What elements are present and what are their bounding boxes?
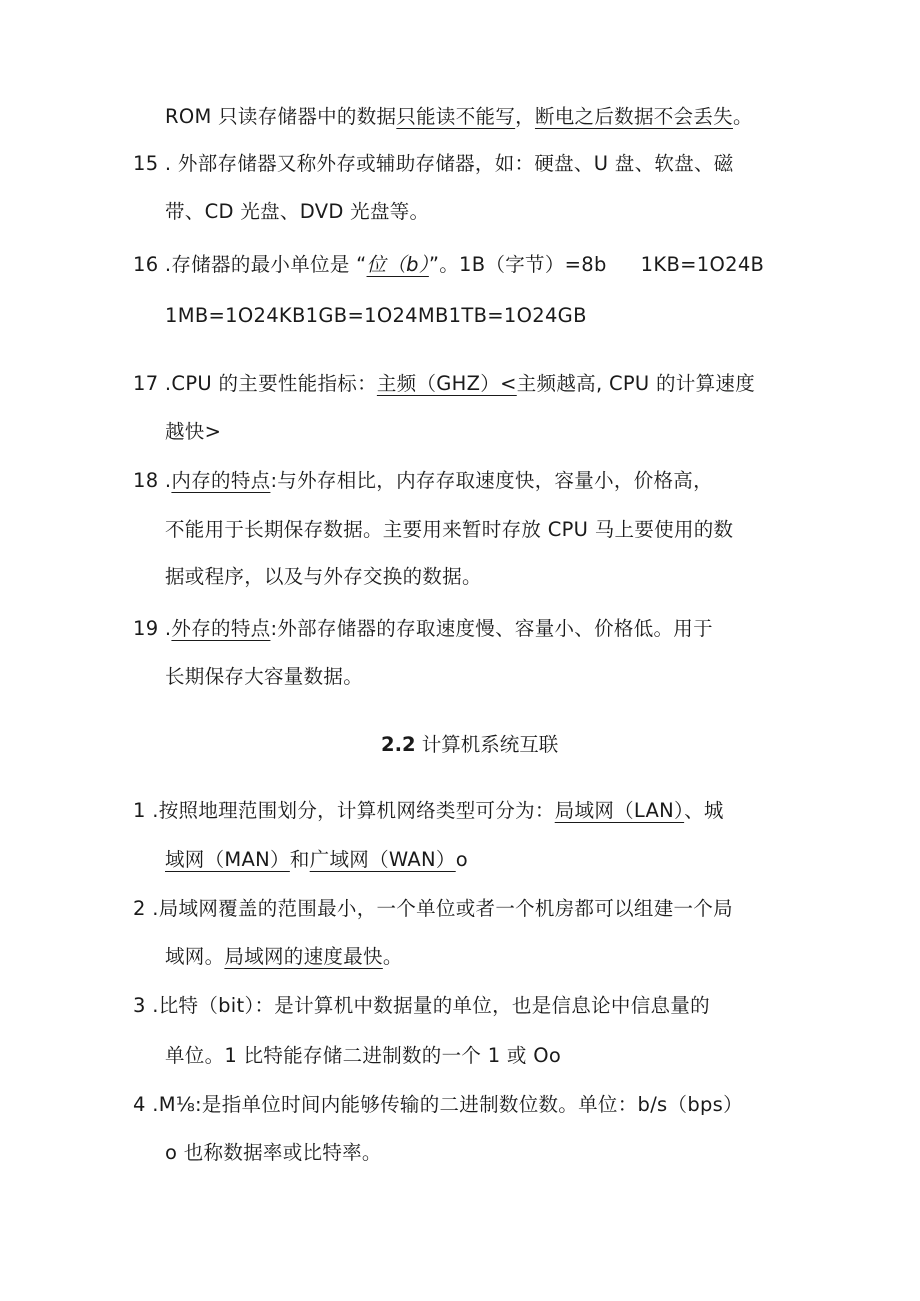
- item-19-line-2: [165, 663, 363, 691]
- section-number: 2.2: [381, 733, 416, 756]
- item-number: 15: [133, 152, 159, 175]
- item-text: .CPU 的主要性能指标：: [158, 372, 377, 395]
- item-text: 带、CD 光盘、DVD 光盘等。: [165, 200, 430, 223]
- rom-text: ROM 只读存储器中的数据: [165, 105, 397, 128]
- item-text: :与外存相比，内存存取速度快，容量小，价格高，: [270, 469, 713, 492]
- item-text: .局域网覆盖的范围最小，一个单位或者一个机房都可以组建一个局: [145, 897, 733, 920]
- item-text: 1MB=1O24KB1GB=1O24MB1TB=1O24GB: [165, 304, 587, 327]
- section-title: 计算机系统互联: [415, 733, 559, 756]
- item-text: 越快>: [165, 420, 222, 443]
- section-heading: [381, 731, 558, 759]
- item-text: :外部存储器的存取速度慢、容量小、价格低。用于: [270, 617, 713, 640]
- item-1-line-1: [133, 797, 724, 825]
- item-text: 主频越高, CPU 的计算速度: [516, 372, 755, 395]
- clock-speed-underlined: 主频（GHZ）<: [376, 372, 517, 395]
- item-dot: .: [158, 617, 172, 640]
- item-17-line-2: [165, 418, 221, 446]
- item-text: 域网。: [165, 945, 225, 968]
- item-number: 4: [133, 1093, 146, 1116]
- item-3-line-1: [133, 992, 710, 1020]
- item-2-line-2: [165, 943, 403, 971]
- item-19-line-1: [133, 615, 713, 643]
- item-number: 1: [133, 799, 146, 822]
- item-number: 17: [133, 372, 159, 395]
- item-text: .M⅛:是指单位时间内能够传输的二进制数位数。单位：b/s（bps）: [145, 1093, 743, 1116]
- item-15-line-1: [133, 150, 734, 178]
- item-dot: .: [158, 469, 172, 492]
- item-15-line-2: [165, 198, 429, 226]
- rom-period: 。: [732, 105, 753, 128]
- item-text: o: [455, 848, 468, 871]
- item-number: 3: [133, 994, 146, 1017]
- item-number: 18: [133, 469, 159, 492]
- item-number: 16: [133, 253, 159, 276]
- item-text: 不能用于长期保存数据。主要用来暂时存放 CPU 马上要使用的数: [165, 518, 734, 541]
- item-text: .按照地理范围划分，计算机网络类型可分为：: [145, 799, 555, 822]
- item-16-line-2: [165, 302, 587, 330]
- item-text: 据或程序，以及与外存交换的数据。: [165, 565, 482, 588]
- item-16-line-1: [133, 251, 764, 279]
- item-text: 长期保存大容量数据。: [165, 665, 364, 688]
- item-text: . 外部存储器又称外存或辅助存储器，如：硬盘、U 盘、软盘、磁: [158, 152, 734, 175]
- lan-fastest-underlined: 局域网的速度最快: [224, 945, 383, 968]
- rom-no-loss-underlined: 断电之后数据不会丢失: [534, 105, 733, 128]
- rom-comma: ，: [515, 105, 535, 128]
- item-text: 、城: [684, 799, 724, 822]
- item-number: 2: [133, 897, 146, 920]
- item-text: 和: [289, 848, 310, 871]
- item-text: o 也称数据率或比特率。: [165, 1141, 382, 1164]
- item-text: 1KB=1O24B: [640, 253, 765, 276]
- item-text: 。: [382, 945, 403, 968]
- bit-unit-underlined: 位（b）: [366, 253, 429, 276]
- item-4-line-1: [133, 1091, 743, 1119]
- item-number: 19: [133, 617, 159, 640]
- item-text: 单位。1 比特能存储二进制数的一个 1 或 Oo: [165, 1044, 562, 1067]
- lan-underlined: 局域网（LAN）: [554, 799, 685, 822]
- item-text: .比特（bit）：是计算机中数据量的单位，也是信息论中信息量的: [145, 994, 710, 1017]
- item-1-line-2: [165, 846, 468, 874]
- memory-features-underlined: 内存的特点: [171, 469, 271, 492]
- rom-readonly-underlined: 只能读不能写: [396, 105, 516, 128]
- wan-underlined: 广域网（WAN）: [309, 848, 456, 871]
- man-underlined: 域网（MAN）: [165, 848, 290, 871]
- item-18-line-1: [133, 467, 713, 495]
- item-18-line-2: [165, 516, 733, 544]
- item-text: ”。1B（字节）=8b: [428, 253, 607, 276]
- item-2-line-1: [133, 895, 733, 923]
- rom-line: [165, 103, 753, 131]
- item-18-line-3: [165, 563, 482, 591]
- item-17-line-1: [133, 370, 755, 398]
- item-3-line-2: [165, 1042, 561, 1070]
- item-text: .存储器的最小单位是 “: [158, 253, 367, 276]
- item-4-line-2: [165, 1139, 382, 1167]
- external-storage-features-underlined: 外存的特点: [171, 617, 271, 640]
